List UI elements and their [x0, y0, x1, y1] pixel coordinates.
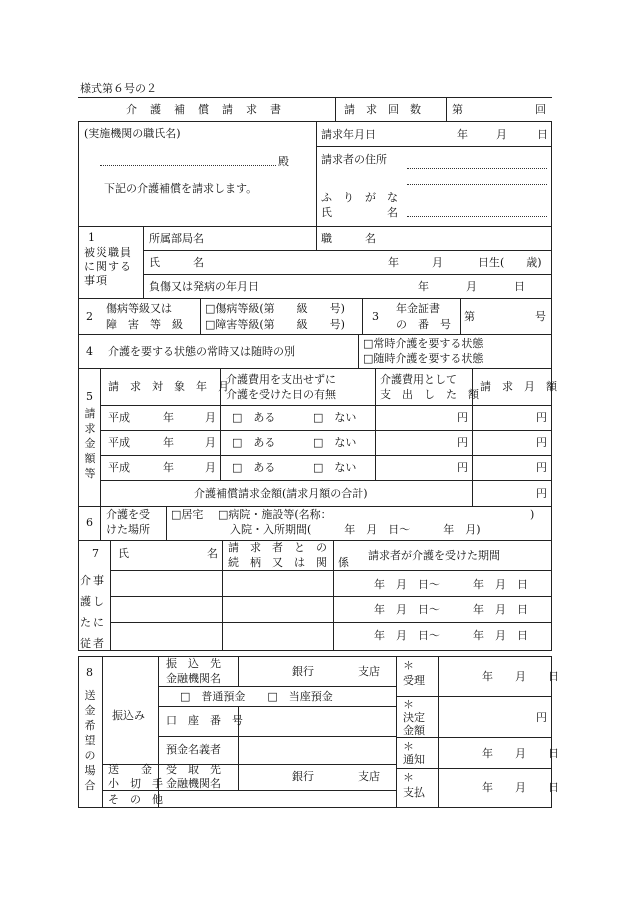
- claim-count-dai: 第: [452, 103, 463, 116]
- care-place-label-b: けた場所: [106, 523, 150, 536]
- occasional-care-option[interactable]: □随時介護を要する状態: [363, 352, 484, 365]
- claim-count-kai: 回: [535, 103, 546, 116]
- furigana-label: ふ り が な: [321, 191, 398, 204]
- s5-label: 請求金額等: [84, 407, 96, 480]
- row1-aru[interactable]: □ ある: [232, 411, 276, 424]
- paid-amount-header-a: 介護費用として: [380, 373, 457, 386]
- home-option[interactable]: □居宅: [171, 508, 204, 521]
- injury-date-label: 負傷又は発病の年月日: [149, 280, 259, 293]
- target-month-header: 請 求 対 象 年 月: [108, 380, 229, 393]
- pension-label-a: 年金証書: [396, 302, 440, 315]
- claim-count-label: 請 求 回 数: [344, 103, 421, 116]
- row2-aru[interactable]: □ ある: [232, 436, 276, 449]
- birth-label: 日生( 歳): [478, 256, 542, 269]
- care-period-header: 請求者が介護を受けた期間: [368, 549, 500, 562]
- relation-header-a: 請 求 者 と の: [228, 541, 327, 554]
- stay-period: 入院・入所期間( 年 月 日〜 年 月): [230, 523, 481, 536]
- constant-care-option[interactable]: □常時介護を要する状態: [363, 337, 484, 350]
- form-number: 様式第６号の２: [80, 82, 157, 95]
- claim-date-label: 請求年月日: [321, 128, 376, 141]
- s1-label: 被災職員に関する事項: [84, 246, 132, 287]
- form-title: 介 護 補 償 請 求 書: [126, 103, 282, 116]
- injury-grade-option[interactable]: □傷病等級(第 級 号): [205, 302, 345, 315]
- s2-label-a: 傷病等級又は: [106, 302, 172, 315]
- care-place-label-a: 介護を受: [106, 508, 150, 521]
- row2-nai[interactable]: □ ない: [313, 436, 357, 449]
- s8-label: 送金希望の場合: [84, 689, 96, 792]
- account-type-options[interactable]: □ 普通預金 □ 当座預金: [180, 690, 333, 703]
- row1-nai[interactable]: □ ない: [313, 411, 357, 424]
- unpaid-care-header-a: 介護費用を支出せずに: [226, 373, 336, 386]
- account-holder-label: 預金名義者: [166, 743, 221, 756]
- paid-amount-header-b: 支 出 し た 額: [380, 388, 479, 401]
- monthly-amount-header: 請 求 月 額: [480, 380, 557, 393]
- row3-nai[interactable]: □ ない: [313, 461, 357, 474]
- kettei-label-b: 金額: [403, 724, 425, 737]
- unpaid-care-header-b: 介護を受けた日の有無: [226, 388, 336, 401]
- facility-option[interactable]: □病院・施設等(名称：: [218, 508, 332, 521]
- job-label: 職 名: [321, 232, 376, 245]
- shiharai-label: 支払: [403, 786, 425, 799]
- name-label: 氏 名: [321, 206, 398, 219]
- furikomi-label: 振込み: [112, 709, 145, 722]
- other-label: そ の 他: [108, 793, 163, 806]
- dept-label: 所属部局名: [149, 232, 204, 245]
- request-text: 下記の介護補償を請求します。: [104, 182, 258, 195]
- account-number-label: 口 座 番 号: [166, 714, 243, 727]
- tsuchi-label: 通知: [403, 753, 425, 766]
- s7-label: 介事護したに従者: [80, 574, 106, 650]
- relation-header-b: 続 柄 又 は 関 係: [228, 556, 349, 569]
- victim-name-label: 氏 名: [149, 256, 204, 269]
- row3-aru[interactable]: □ ある: [232, 461, 276, 474]
- tono-label: 殿: [278, 155, 289, 168]
- total-label: 介護補償請求金額(請求月額の合計): [194, 487, 368, 500]
- pension-label-b: の 番 号: [396, 318, 451, 331]
- s2-label-b: 障 害 等 級: [106, 318, 183, 331]
- juri-label: 受理: [403, 674, 425, 687]
- agency-label: (実施機関の職氏名): [84, 127, 181, 140]
- disability-grade-option[interactable]: □障害等級(第 級 号): [205, 318, 345, 331]
- address-label: 請求者の住所: [321, 153, 387, 166]
- kettei-label-a: 決定: [403, 711, 425, 724]
- care-state-label: 介護を要する状態の常時又は随時の別: [108, 345, 295, 358]
